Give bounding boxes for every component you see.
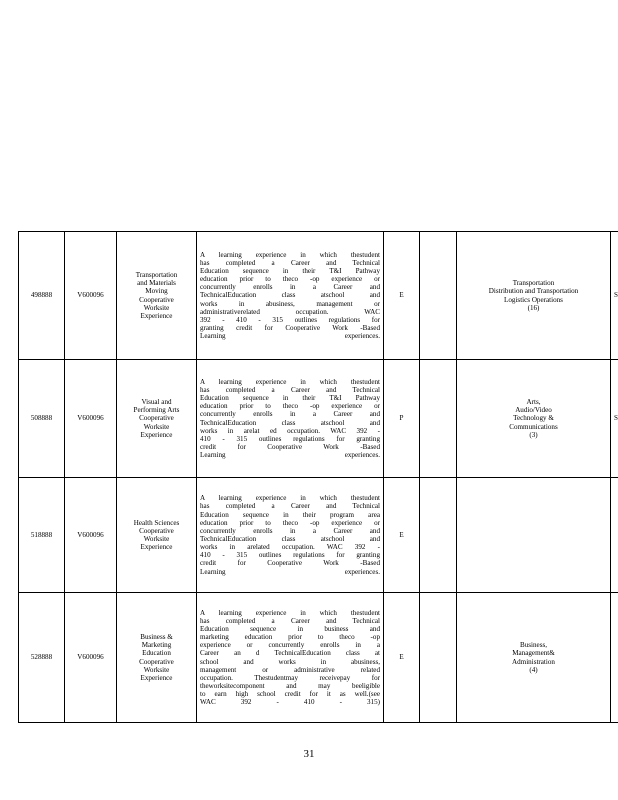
career-cluster-line: Audio/Video xyxy=(515,406,552,415)
sed-code: V600096 xyxy=(65,232,117,360)
course-description-line: marketing education prior to theco -op xyxy=(200,633,380,642)
course-title-line: Cooperative xyxy=(139,526,174,535)
career-cluster-line: Technology & xyxy=(513,414,554,423)
course-title-line: Cooperative xyxy=(139,414,174,423)
course-title-line: Cooperative xyxy=(139,657,174,666)
pathway-cell xyxy=(420,593,457,723)
course-description-line: school and works in abusiness, xyxy=(200,657,380,666)
ie-code: E xyxy=(384,232,420,360)
career-cluster xyxy=(457,232,611,360)
course-description-line: occupation. Thestudentmay receivepay for xyxy=(200,673,380,682)
course-description-line: Career an d TechnicalEducation class at xyxy=(200,649,380,658)
career-cluster xyxy=(457,360,611,478)
course-description-line: has completed a Career and Technical xyxy=(200,616,380,625)
career-cluster-line: Communications xyxy=(509,422,558,431)
course-description-line: to earn high school credit for it as well.(see xyxy=(200,690,380,699)
career-cluster-line: Logistics Operations xyxy=(504,295,563,304)
course-description-line: concurrently enrolls in a Career and xyxy=(200,283,380,292)
course-description-line: experience or concurrently enrolls in a xyxy=(200,641,380,650)
course-title-line: Worksite xyxy=(143,303,170,312)
course-description xyxy=(197,478,384,593)
course-description-line: A learning experience in which thestudent xyxy=(200,494,380,503)
course-title-line: Transportation xyxy=(135,271,178,280)
course-table xyxy=(18,231,618,723)
course-description-line: 392 - 410 - 315 outlines regulations for xyxy=(200,315,380,324)
career-cluster-line: (3) xyxy=(529,430,538,439)
career-cluster xyxy=(457,478,611,593)
course-code: 498888 xyxy=(19,232,65,360)
table-row xyxy=(19,478,618,593)
course-description-line: A learning experience in which thestudent xyxy=(200,608,380,617)
course-title-line: Worksite xyxy=(143,422,170,431)
course-title-line: Cooperative xyxy=(139,295,174,304)
career-cluster-line: Management& xyxy=(512,649,555,658)
ie-code: E xyxy=(384,593,420,723)
pathway-cell xyxy=(420,360,457,478)
page-number: 31 xyxy=(303,748,315,760)
course-description-line: education prior to theco -op experience or xyxy=(200,275,380,284)
pathway-cell xyxy=(420,478,457,593)
extra-code xyxy=(611,593,618,723)
sed-code: V600096 xyxy=(65,593,117,723)
course-description-line: Education sequence in their T&I Pathway xyxy=(200,394,380,403)
extra-code: S xyxy=(611,360,618,478)
career-cluster xyxy=(457,593,611,723)
course-description-line: granting credit for Cooperative Work -Based xyxy=(200,324,380,333)
course-code: 528888 xyxy=(19,593,65,723)
course-description-line: education prior to theco -op experience or xyxy=(200,402,380,411)
course-title-line: Experience xyxy=(140,673,173,682)
course-description-line: Learning experiences. xyxy=(200,451,380,460)
career-cluster-line: Administration xyxy=(512,657,555,666)
course-description xyxy=(197,232,384,360)
course-title xyxy=(117,232,197,360)
pathway-cell xyxy=(420,232,457,360)
course-code: 508888 xyxy=(19,360,65,478)
course-title-line: Visual and xyxy=(141,398,172,407)
course-title-line: Worksite xyxy=(143,535,170,543)
course-title-line: and Materials xyxy=(137,279,176,288)
course-description-line: WAC 392 - 410 - 315) xyxy=(200,698,380,707)
course-description-line: TechnicalEducation class atschool and xyxy=(200,291,380,300)
course-title-line: Experience xyxy=(140,311,173,320)
course-description-line: credit for Cooperative Work -Based xyxy=(200,559,380,568)
course-description-line: has completed a Career and Technical xyxy=(200,258,380,267)
course-title xyxy=(117,360,197,478)
course-description-line: works in abusiness, management or xyxy=(200,299,380,308)
course-description-line: Education sequence in business and xyxy=(200,624,380,633)
course-description-line: Education sequence in their T&I Pathway xyxy=(200,266,380,275)
course-title-line: Worksite xyxy=(143,665,170,674)
course-title-line: Performing Arts xyxy=(133,406,180,415)
course-description-line: concurrently enrolls in a Career and xyxy=(200,526,380,535)
course-title-line: Education xyxy=(142,649,171,658)
course-description-line: management or administrative related xyxy=(200,665,380,674)
sed-code: V600096 xyxy=(65,478,117,593)
course-description xyxy=(197,360,384,478)
course-title-line: Business & xyxy=(140,633,173,642)
course-description-line: TechnicalEducation class atschool and xyxy=(200,535,380,543)
career-cluster-line: Distribution and Transportation xyxy=(488,287,579,296)
course-description-line: Education sequence in their program area xyxy=(200,510,380,519)
course-description-line: credit for Cooperative Work -Based xyxy=(200,442,380,451)
sed-code: V600096 xyxy=(65,360,117,478)
course-description-line: education prior to theco -op experience or xyxy=(200,518,380,527)
course-description-line: A learning experience in which thestudent xyxy=(200,377,380,386)
course-title xyxy=(117,478,197,593)
course-description-line: administrativerelated occupation. WAC xyxy=(200,307,380,316)
ie-code: P xyxy=(384,360,420,478)
course-title-line: Experience xyxy=(140,430,173,439)
course-description-line: works in arelated occupation. WAC 392 - xyxy=(200,543,380,552)
career-cluster-line: (4) xyxy=(529,665,538,674)
table-row xyxy=(19,232,618,360)
course-description-line: 410 - 315 outlines regulations for granting xyxy=(200,434,380,443)
extra-code: S xyxy=(611,232,618,360)
table-row xyxy=(19,360,618,478)
course-description-line: theworksitecomponent and may beeligible xyxy=(200,681,380,690)
career-cluster-line: (16) xyxy=(527,303,540,312)
table-body xyxy=(19,232,618,723)
course-description-line: 410 - 315 outlines regulations for granting xyxy=(200,551,380,560)
course-title-line: Marketing xyxy=(141,641,172,650)
course-title-line: Moving xyxy=(145,287,168,296)
course-description-line: A learning experience in which thestudent xyxy=(200,250,380,259)
extra-code xyxy=(611,478,618,593)
course-title-line: Health Sciences xyxy=(133,518,180,527)
course-title-line: Experience xyxy=(140,543,173,552)
course-description-line: Learning experiences. xyxy=(200,332,380,341)
course-description-line: Learning experiences. xyxy=(200,567,380,576)
course-description-line: works in arelat ed occupation. WAC 392 - xyxy=(200,426,380,435)
course-title xyxy=(117,593,197,723)
course-description-line: has completed a Career and Technical xyxy=(200,502,380,511)
career-cluster-line: Transportation xyxy=(512,279,555,288)
course-description-line: concurrently enrolls in a Career and xyxy=(200,410,380,419)
ie-code: E xyxy=(384,478,420,593)
table-row xyxy=(19,593,618,723)
course-description-line: has completed a Career and Technical xyxy=(200,385,380,394)
course-description xyxy=(197,593,384,723)
career-cluster-line: Arts, xyxy=(526,398,541,407)
course-code: 518888 xyxy=(19,478,65,593)
course-description-line: TechnicalEducation class atschool and xyxy=(200,418,380,427)
career-cluster-line: Business, xyxy=(520,641,547,650)
